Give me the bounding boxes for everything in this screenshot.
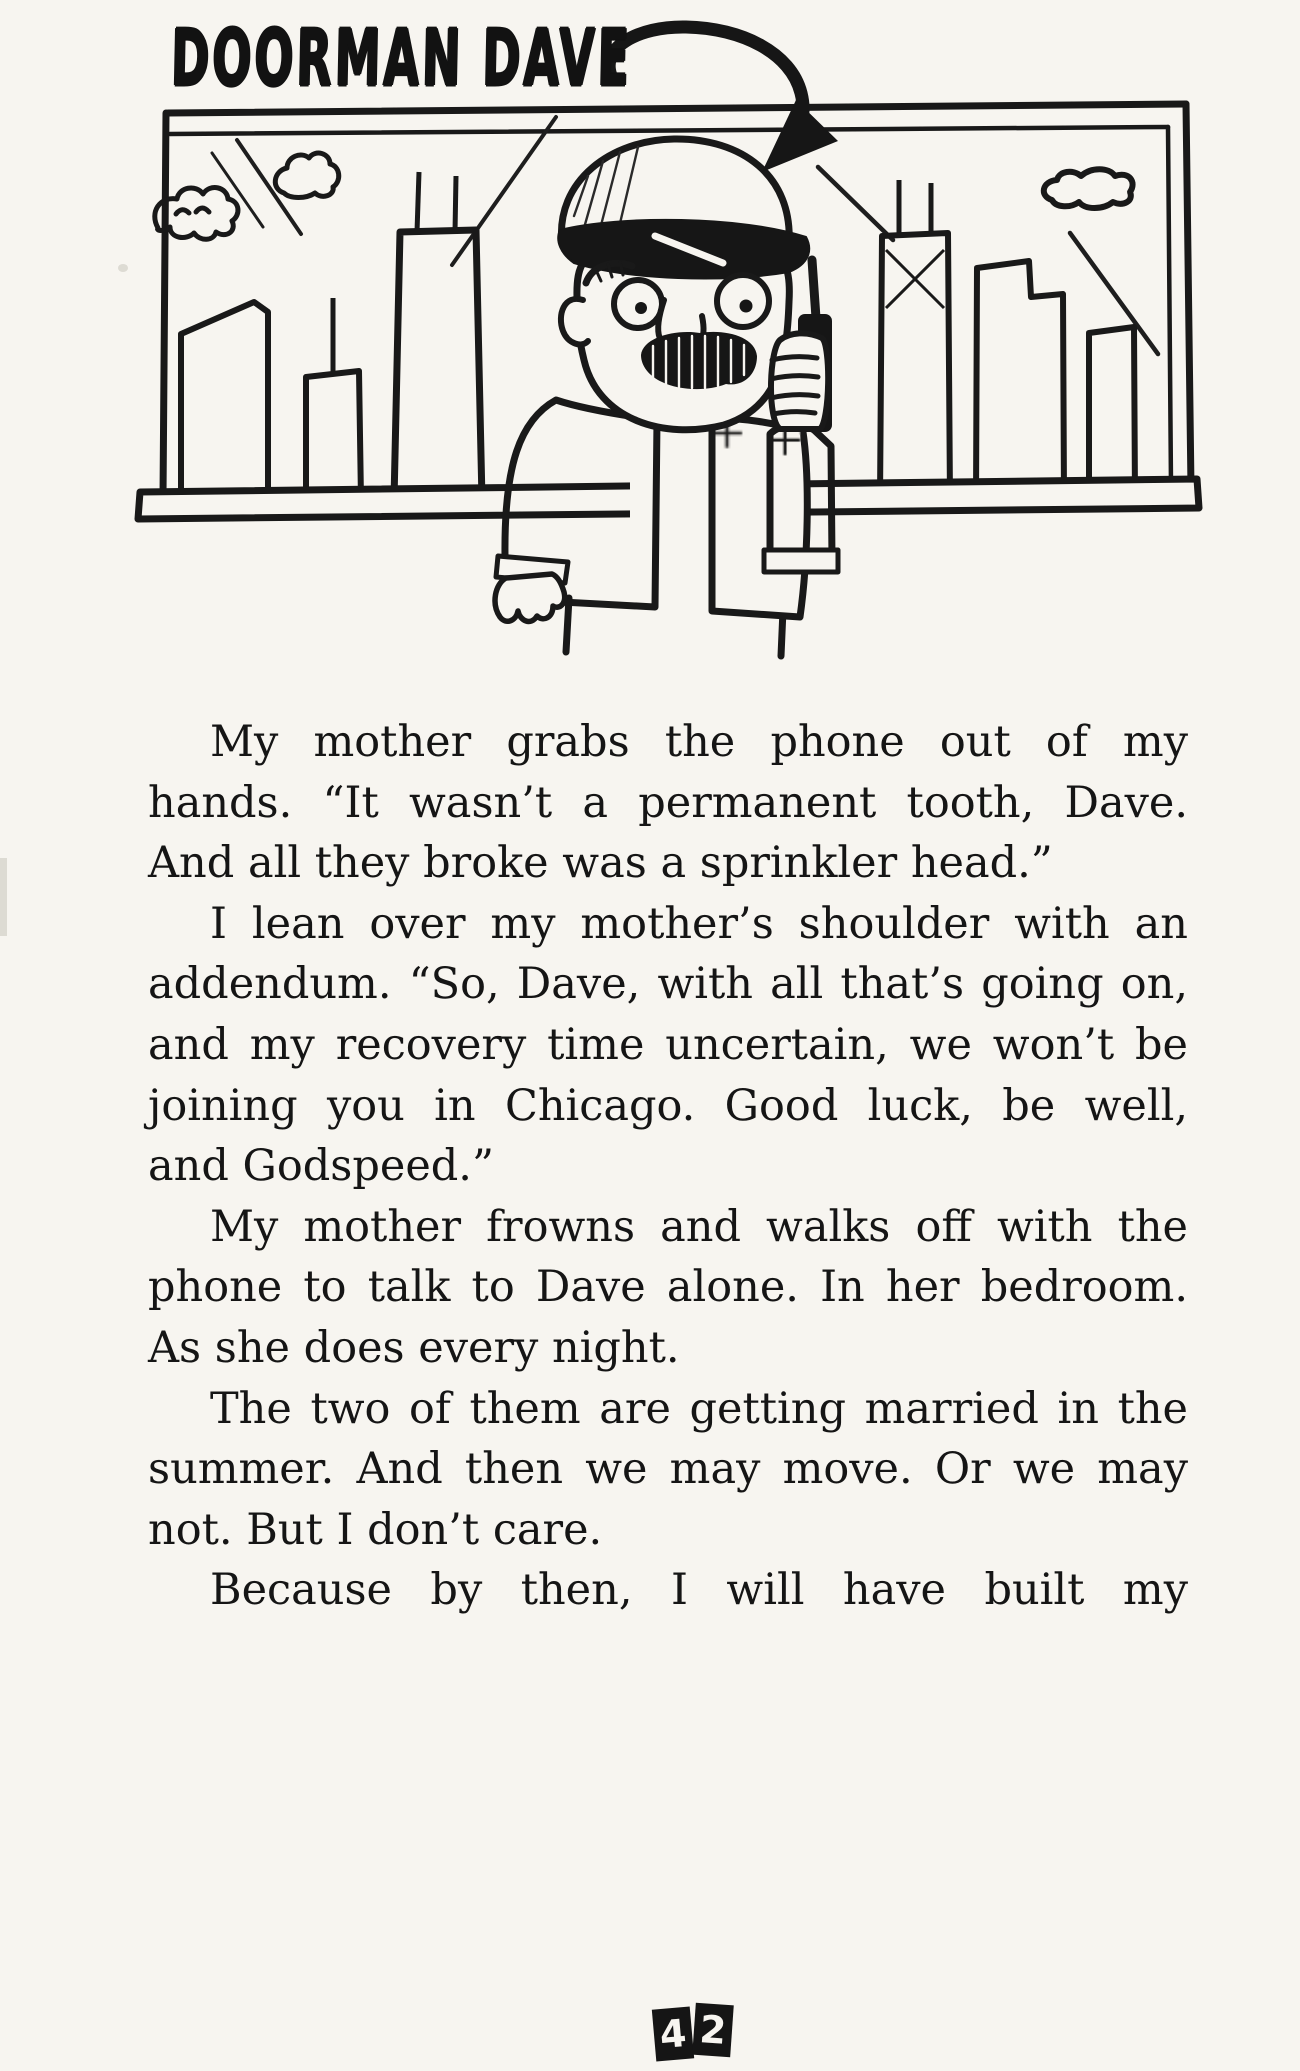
text-line: Because by then, I will have built my [210,1565,1188,1616]
skyline-left [181,172,482,500]
cloud-right-icon [1044,169,1133,208]
text-line: and Godspeed.” [148,1141,494,1192]
text-line: hands. “It wasn’t a permanent tooth, Dave. [148,777,1188,828]
text-line: not. But I don’t care. [148,1504,603,1555]
leg-left [566,598,569,652]
page-number-digit: 2 [692,2003,734,2058]
left-hand [495,574,565,621]
text-line: The two of them are getting married in the [210,1383,1188,1434]
raised-arm-sleeve [770,425,832,568]
text-line: I lean over my mother’s shoulder with an [210,898,1188,949]
text-line: And all they broke was a sprinkler head.” [148,838,1053,889]
text-line: summer. And then we may move. Or we may [148,1444,1188,1495]
page-number-digit: 4 [652,2006,694,2061]
text-line: As she does every night. [148,1322,680,1373]
raised-arm-cuff [764,550,838,572]
cloud-left-icon [275,153,338,197]
text-line: My mother frowns and walks off with the [210,1201,1188,1252]
text-line: and my recovery time uncertain, we won’t be [148,1019,1188,1070]
text-line: joining you in Chicago. Good luck, be well, [148,1080,1188,1131]
scan-smudge [0,858,7,936]
page-number-badge [652,2002,742,2064]
scan-smudge [118,264,128,272]
illustration-doorman-dave [0,0,1300,700]
text-line: My mother grabs the phone out of my [210,717,1188,767]
skyline-right [880,180,1135,500]
text-line: phone to talk to Dave alone. In her bedroom. [148,1262,1188,1313]
page-title: DOORMAN DAVE [170,14,633,105]
doorman-figure [495,139,838,656]
body-text [148,712,1188,1621]
text-line: addendum. “So, Dave, with all that’s going on, [148,959,1188,1010]
